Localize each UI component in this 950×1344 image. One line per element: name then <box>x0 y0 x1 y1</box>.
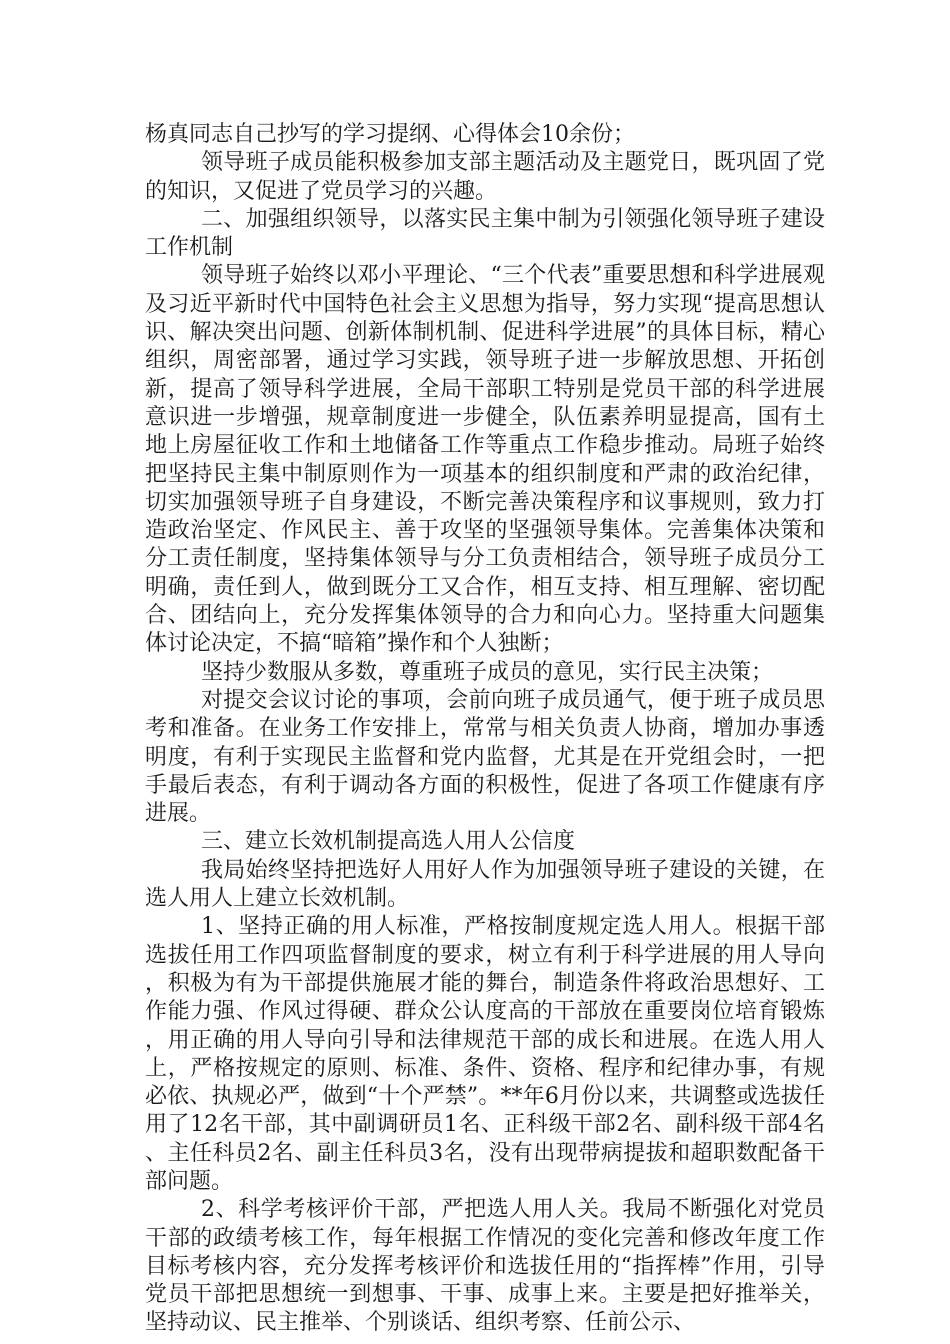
section-heading: 三、建立长效机制提高选人用人公信度 <box>201 829 576 855</box>
paragraph: 领导班子始终以邓小平理论、“三个代表”重要思想和科学进展观及习近平新时代中国特色社会主义思想为指导，努力实现“提高思想认识、解决突出问题、创新体制机制、促进科学进展”的具体目标，精心组织，周密部署，通过学习实践，领导班子进一步解放思想、开拓创新，提高了领导科学进展，全局干部职工特别是党员干部的科学进展意识进一步增强，规章制度进一步健全，队伍素养明显提高，国有土地上房屋征收工作和土地储备工作等重点工作稳步推动。局班子始终把坚持民主集中制原则作为一项基本的组织制度和严肃的政治纪律，切实加强领导班子自身建设，不断完善决策程序和议事规则，致力打造政治坚定、作风民主、善于攻坚的坚强领导集体。完善集体决策和分工责任制度，坚持集体领导与分工负责相结合，领导班子成员分工明确，责任到人，做到既分工又合作，相互支持、相互理解、密切配合、团结向上，充分发挥集体领导的合力和向心力。坚持重大问题集体讨论决定，不搞“暗箱”操作和个人独断； <box>145 263 825 657</box>
paragraph: 坚持少数服从多数，尊重班子成员的意见，实行民主决策； <box>201 659 774 685</box>
paragraph: 1、坚持正确的用人标准，严格按制度规定选人用人。根据干部选拔任用工作四项监督制度的要求，树立有利于科学进展的用人导向，积极为有为干部提供施展才能的舞台，制造条件将政治思想好、工作能力强、作风过得硬、群众公认度高的干部放在重要岗位培育锻炼，用正确的用人导向引导和法律规范干部的成长和进展。在选人用人上，严格按规定的原则、标准、条件、资格、程序和纪律办事，有规必依、执规必严，做到“十个严禁”。**年6月份以来，共调整或选拔任用了12名干部，其中副调研员1名、正科级干部2名、副科级干部4名、主任科员2名、副主任科员3名，没有出现带病提拔和超职数配备干部问题。 <box>145 914 825 1194</box>
document-body <box>145 121 825 1338</box>
paragraph-continuation: 杨真同志自己抄写的学习提纲、心得体会10余份； <box>145 122 635 147</box>
paragraph: 领导班子成员能积极参加支部主题活动及主题党日，既巩固了党的知识，又促进了党员学习的兴趣。 <box>145 150 825 204</box>
paragraph: 2、科学考核评价干部，严把选人用人关。我局不断强化对党员干部的政绩考核工作，每年根据工作情况的变化完善和修改年度工作目标考核内容，充分发挥考核评价和选拔任用的“指挥棒”作用，引导党员干部把思想统一到想事、干事、成事上来。主要是把好推举关，坚持动议、民主推举、个别谈话、组织考察、任前公示、 <box>145 1197 825 1336</box>
paragraph: 对提交会议讨论的事项，会前向班子成员通气，便于班子成员思考和准备。在业务工作安排上，常常与相关负责人协商，增加办事透明度，有利于实现民主监督和党内监督，尤其是在开党组会时，一把手最后表态，有利于调动各方面的积极性，促进了各项工作健康有序进展。 <box>145 687 825 827</box>
paragraph: 我局始终坚持把选好人用好人作为加强领导班子建设的关键，在选人用人上建立长效机制。 <box>145 857 825 912</box>
section-heading: 二、加强组织领导，以落实民主集中制为引领强化领导班子建设工作机制 <box>145 206 825 261</box>
